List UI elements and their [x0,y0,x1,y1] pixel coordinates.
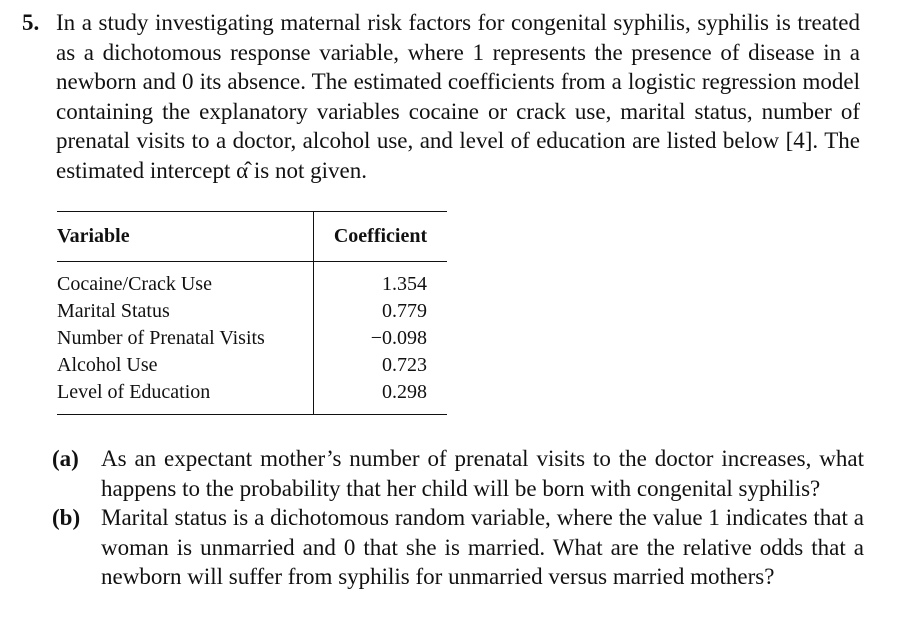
coefficient-cell: 0.298 [314,379,448,415]
variable-cell: Cocaine/Crack Use [57,273,212,295]
variable-cell: Marital Status [57,300,170,322]
problem-text: In a study investigating maternal risk factors for congenital syphilis, syphilis is treated as a dichotomous response variable, where 1 represents the presence of disease in a newborn and 0 its absence. The estimated coefficients from a logistic regression model containing the explanatory variables cocaine or crack use, marital status, number of prenatal visits to a doctor, alcohol use, and level of education are listed below [4]. The estimated intercept α̂ is not given. [56,10,860,183]
part-text: As an expectant mother’s number of prenatal visits to the doctor increases, what happens to the probability that her child will be born with congenital syphilis? [101,446,864,501]
part-label: (b) [52,505,81,530]
coefficient-cell: 1.354 [314,262,448,299]
table-row [57,298,447,325]
coefficient-cell: 0.779 [314,298,448,325]
question-part-b [52,503,864,592]
variable-cell: Level of Education [57,381,211,403]
part-label: (a) [52,446,79,471]
problem-number: 5. [22,10,40,35]
table-row [57,352,447,379]
problem-statement [22,8,864,183]
coefficient-cell: 0.723 [314,352,448,379]
variable-cell: Alcohol Use [57,354,158,376]
coefficient-cell: −0.098 [314,325,448,352]
question-parts [52,444,864,592]
table-row [57,325,447,352]
part-text: Marital status is a dichotomous random variable, where the value 1 indicates that a woman is unmarried and 0 that she is married. What are the relative odds that a newborn will suffer from syphilis for unmarried versus married mothers? [101,505,864,589]
variable-cell: Number of Prenatal Visits [57,327,265,349]
coefficient-table [57,211,447,415]
table-row [57,262,447,299]
table-header-row [57,212,447,262]
coefficient-column-header: Coefficient [314,212,448,262]
variable-column-header: Variable [57,225,130,247]
question-part-a [52,444,864,503]
table-row [57,379,447,415]
